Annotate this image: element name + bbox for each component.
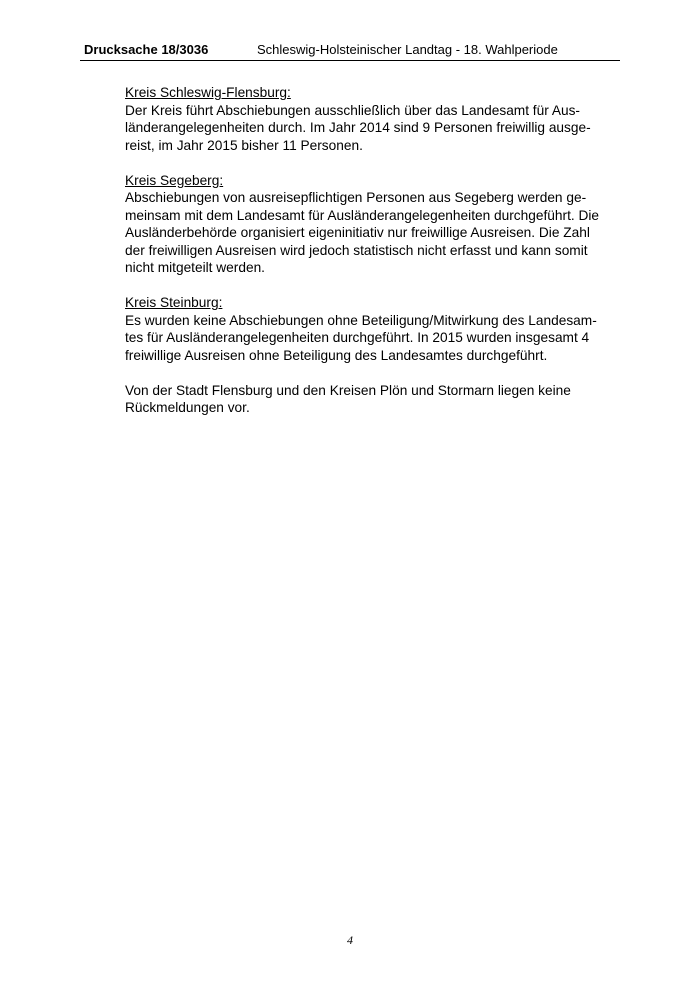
- closing-paragraph: [125, 382, 620, 417]
- page-header: [80, 41, 620, 59]
- paragraph-line: Der Kreis führt Abschiebungen ausschließlich über das Landesamt für Aus-: [125, 102, 580, 118]
- paragraph-line: meinsam mit dem Landesamt für Ausländerangelegenheiten durchgeführt. Die: [125, 207, 600, 223]
- paragraph-line: Es wurden keine Abschiebungen ohne Beteiligung/Mitwirkung des Landesam-: [125, 312, 597, 328]
- page-number: 4: [347, 933, 353, 947]
- section-title: Kreis Segeberg:: [125, 172, 224, 188]
- paragraph-line: Abschiebungen von ausreisepflichtigen Personen aus Segeberg werden ge-: [125, 190, 587, 205]
- paragraph-line: Ausländerbehörde organisiert eigeninitiativ nur freiwillige Ausreisen. Die Zahl: [125, 225, 590, 240]
- paragraph-line: nicht mitgeteilt werden.: [125, 260, 265, 275]
- paragraph-line: der freiwilligen Ausreisen wird jedoch statistisch nicht erfasst und kann somit: [125, 242, 588, 258]
- paragraph-line: reist, im Jahr 2015 bisher 11 Personen.: [125, 137, 363, 153]
- section-title: Kreis Steinburg:: [125, 295, 223, 310]
- paragraph-line: länderangelegenheiten durch. Im Jahr 2014 sind 9 Personen freiwillig ausge-: [125, 120, 591, 135]
- paragraph-line: Rückmeldungen vor.: [125, 400, 250, 415]
- section-schleswig-flensburg: [125, 84, 620, 154]
- paragraph-line: Von der Stadt Flensburg und den Kreisen Plön und Stormarn liegen keine: [125, 382, 571, 398]
- document-number: Drucksache 18/3036: [84, 42, 209, 57]
- paragraph-line: tes für Ausländerangelegenheiten durchgeführt. In 2015 wurden insgesamt 4: [125, 330, 590, 345]
- document-body: [125, 84, 620, 434]
- paragraph-line: freiwillige Ausreisen ohne Beteiligung des Landesamtes durchgeführt.: [125, 347, 548, 363]
- section-title: Kreis Schleswig-Flensburg:: [125, 85, 291, 100]
- header-divider: [80, 60, 620, 61]
- section-segeberg: [125, 172, 620, 277]
- section-steinburg: [125, 294, 620, 364]
- assembly-name: Schleswig-Holsteinischer Landtag - 18. Wahlperiode: [257, 42, 558, 57]
